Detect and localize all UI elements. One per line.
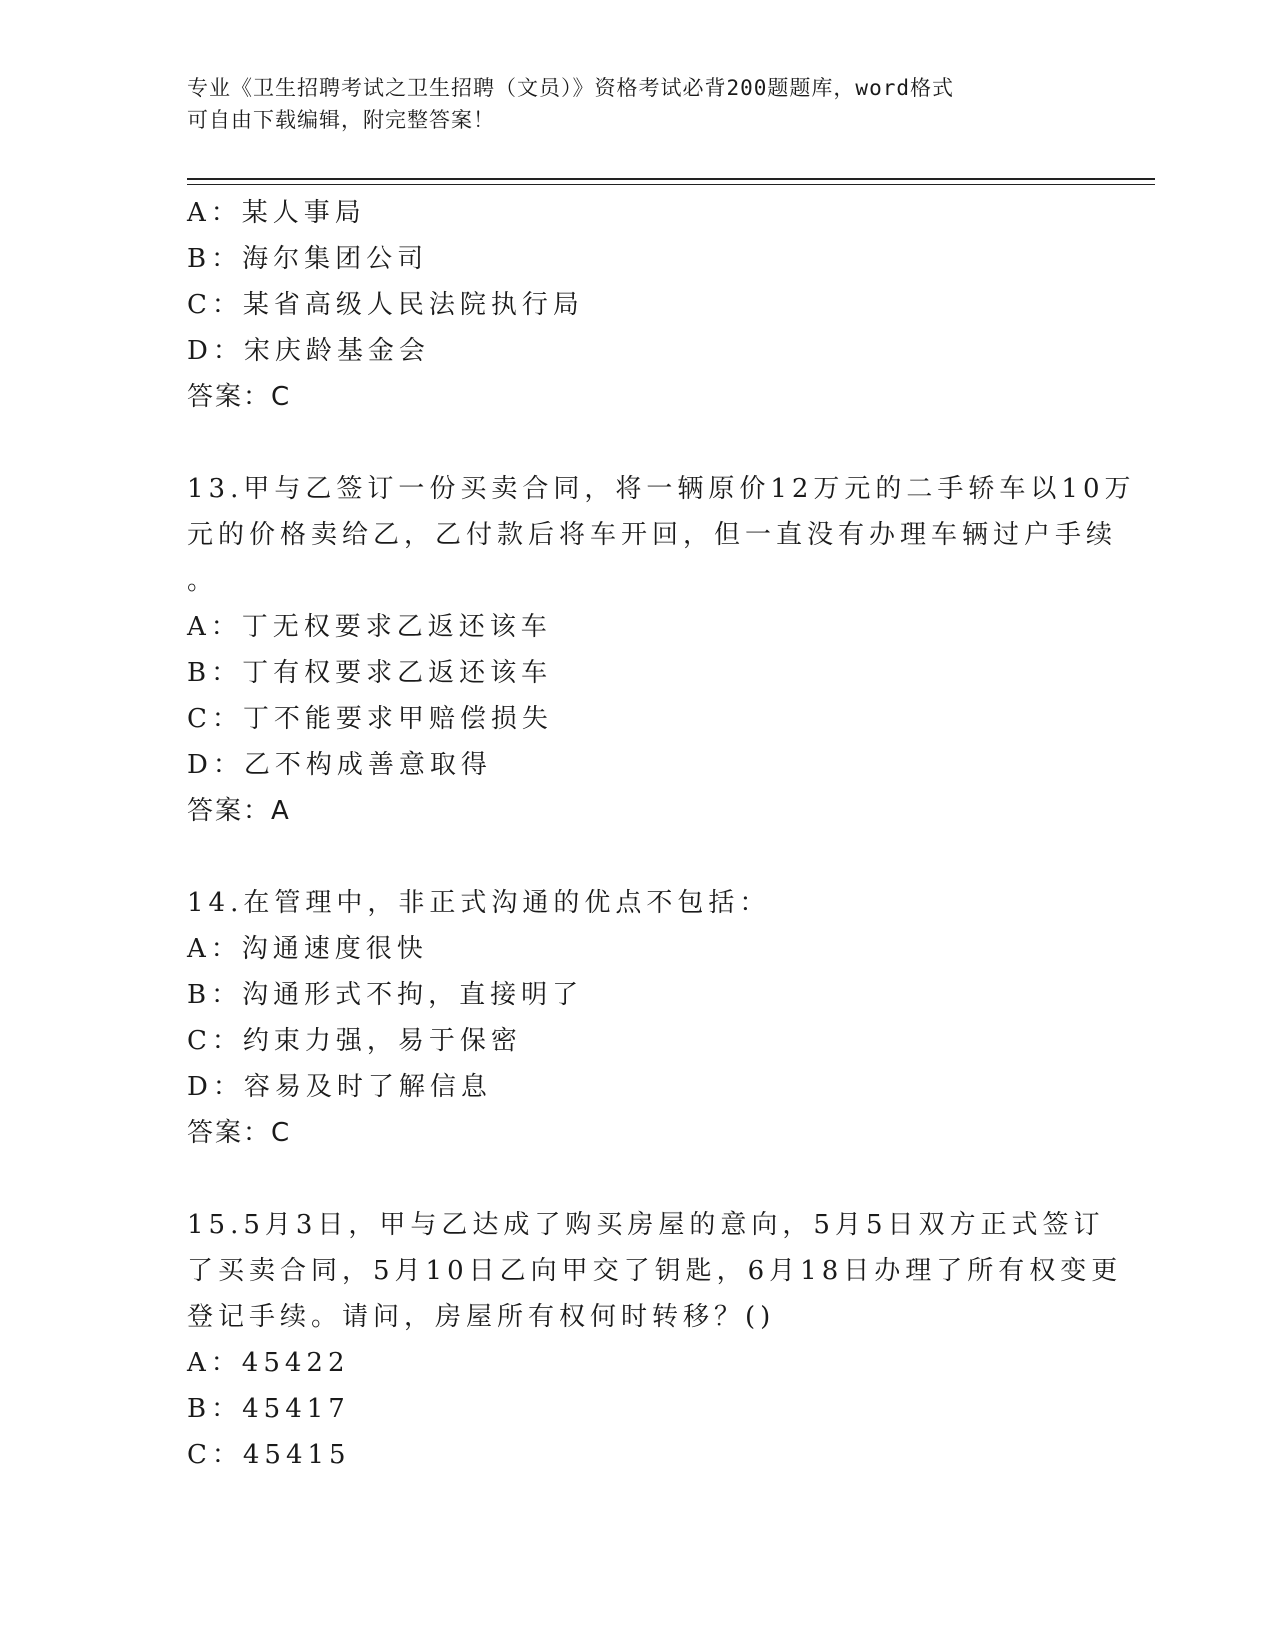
header-rule-thick <box>187 178 1155 180</box>
option-d: D：容易及时了解信息 <box>187 1072 492 1102</box>
option-a: A：45422 <box>187 1348 350 1378</box>
question-12 <box>187 190 1087 420</box>
header-line-2: 可自由下载编辑，附完整答案！ <box>187 108 495 132</box>
option-d: D：乙不构成善意取得 <box>187 750 492 780</box>
question-stem: 了买卖合同，5月10日乙向甲交了钥匙，6月18日办理了所有权变更 <box>187 1256 1123 1286</box>
answer: 答案：C <box>187 1118 292 1148</box>
question-13 <box>187 466 1136 834</box>
question-14 <box>187 880 1087 1156</box>
option-a: A：丁无权要求乙返还该车 <box>187 612 552 642</box>
question-stem: 元的价格卖给乙，乙付款后将车开回，但一直没有办理车辆过户手续 <box>187 520 1118 550</box>
question-15 <box>187 1202 1123 1478</box>
option-a: A：沟通速度很快 <box>187 934 428 964</box>
option-c: C：某省高级人民法院执行局 <box>187 290 584 320</box>
option-a: A：某人事局 <box>187 198 366 228</box>
option-c: C：45415 <box>187 1440 351 1470</box>
answer: 答案：C <box>187 382 292 412</box>
option-b: B：海尔集团公司 <box>187 244 429 274</box>
question-list <box>187 190 1136 1478</box>
question-stem: 。 <box>187 566 219 596</box>
header-line-1: 专业《卫生招聘考试之卫生招聘（文员）》资格考试必背200题题库，word格式 <box>187 76 954 100</box>
header-rule-thin <box>187 184 1155 185</box>
question-stem: 13.甲与乙签订一份买卖合同，将一辆原价12万元的二手轿车以10万 <box>187 474 1136 504</box>
document-header <box>187 72 1087 136</box>
option-c: C：丁不能要求甲赔偿损失 <box>187 704 553 734</box>
option-b: B：沟通形式不拘，直接明了 <box>187 980 584 1010</box>
option-d: D：宋庆龄基金会 <box>187 336 430 366</box>
question-stem: 15.5月3日，甲与乙达成了购买房屋的意向，5月5日双方正式签订 <box>187 1210 1105 1240</box>
option-c: C：约束力强，易于保密 <box>187 1026 522 1056</box>
question-stem: 登记手续。请问，房屋所有权何时转移？() <box>187 1302 776 1332</box>
option-b: B：45417 <box>187 1394 350 1424</box>
option-b: B：丁有权要求乙返还该车 <box>187 658 553 688</box>
question-stem: 14.在管理中，非正式沟通的优点不包括： <box>187 888 771 918</box>
answer: 答案：A <box>187 796 291 826</box>
